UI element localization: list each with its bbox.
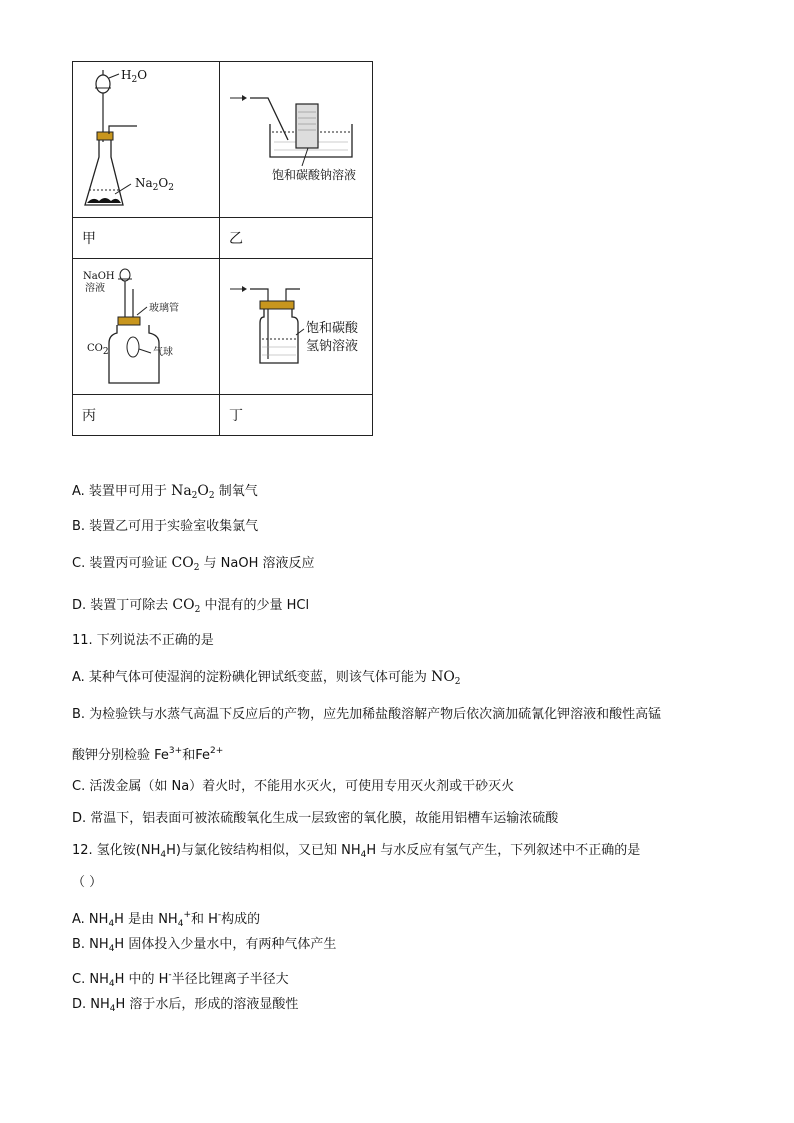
figure-ding-cell — [220, 259, 373, 395]
figure-yi-cell — [220, 62, 373, 218]
naoh-label: NaOH — [83, 271, 115, 282]
glass-tube-label: 玻璃管 — [149, 303, 179, 314]
no2-formula: $NO_2$ — [431, 669, 461, 687]
q12-stem: 12. 氢化铵$(NH_4H)$与氯化铵结构相似，又已知 $NH_4H$ 与水反应有氢气产生，下列叙述中不正确的是 — [72, 843, 641, 860]
figure-bing-cell — [73, 259, 220, 395]
figure-bing-label: 丙 — [73, 395, 220, 436]
figure-ding-label: 丁 — [220, 395, 373, 436]
q12-option-d: D. $NH_4H$ 溶于水后，形成的溶液显酸性 — [72, 997, 299, 1014]
q11-option-a: A. 某种气体可使湿润的淀粉碘化钾试纸变蓝，则该气体可能为 $NO_2$ — [72, 669, 461, 687]
q10-option-d: D. 装置丁可除去 $CO_2$ 中混有的少量 HCl — [72, 597, 310, 615]
q11-option-d: D. 常温下，铝表面可被浓硫酸氧化生成一层致密的氧化膜，故能用铝槽车运输浓硫酸 — [72, 811, 559, 826]
q11-option-c: C. 活泼金属（如 Na）着火时，不能用水灭火，可使用专用灭火剂或干砂灭火 — [72, 779, 515, 794]
ding-solution-line1: 饱和碳酸 — [306, 321, 359, 336]
na2o2-label: $Na_2O_2$ — [135, 176, 174, 193]
apparatus-table — [72, 61, 373, 436]
na2o2-formula: $Na_2O_2$ — [171, 483, 215, 501]
q12-option-c: C. $NH_4H$ 中的 H-半径比锂离子半径大 — [72, 970, 289, 989]
q11-option-b-line1: B. 为检验铁与水蒸气高温下反应后的产物，应先加稀盐酸溶解产物后依次滴加硫氰化钾溶液和酸性高锰 — [72, 707, 662, 722]
h2o-label: $H_2O$ — [121, 68, 148, 85]
figure-jia-drawing — [73, 62, 219, 217]
figure-jia-label: 甲 — [73, 218, 220, 259]
q11-option-b-line2: 酸钾分别检验 $Fe^{3+}$和$Fe^{2+}$ — [72, 746, 224, 763]
ding-solution-line2: 氢钠溶液 — [306, 339, 359, 354]
figure-yi-drawing — [220, 62, 372, 217]
q12-option-b: B. $NH_4H$ 固体投入少量水中，有两种气体产生 — [72, 937, 337, 954]
q12-option-a: A. $NH_4H$ 是由 $NH_4^+$和 H-构成的 — [72, 910, 261, 929]
yi-solution-label: 饱和碳酸钠溶液 — [272, 168, 357, 182]
q10-option-a: A. 装置甲可用于 $Na_2O_2$ 制氧气 — [72, 483, 258, 501]
q12-paren: （ ） — [72, 875, 103, 890]
balloon-label: 气球 — [153, 347, 173, 358]
q10-option-c: C. 装置丙可验证 $CO_2$ 与 NaOH 溶液反应 — [72, 555, 315, 573]
co2-formula: $CO_2$ — [171, 555, 200, 573]
co2-formula: $CO_2$ — [172, 597, 201, 615]
q11-stem: 11. 下列说法不正确的是 — [72, 633, 214, 648]
figure-yi-label: 乙 — [220, 218, 373, 259]
rongye-label: 溶液 — [85, 283, 105, 294]
co2-label: $CO_2$ — [87, 343, 109, 357]
figure-jia-cell — [73, 62, 220, 218]
q10-option-b: B. 装置乙可用于实验室收集氯气 — [72, 519, 259, 534]
